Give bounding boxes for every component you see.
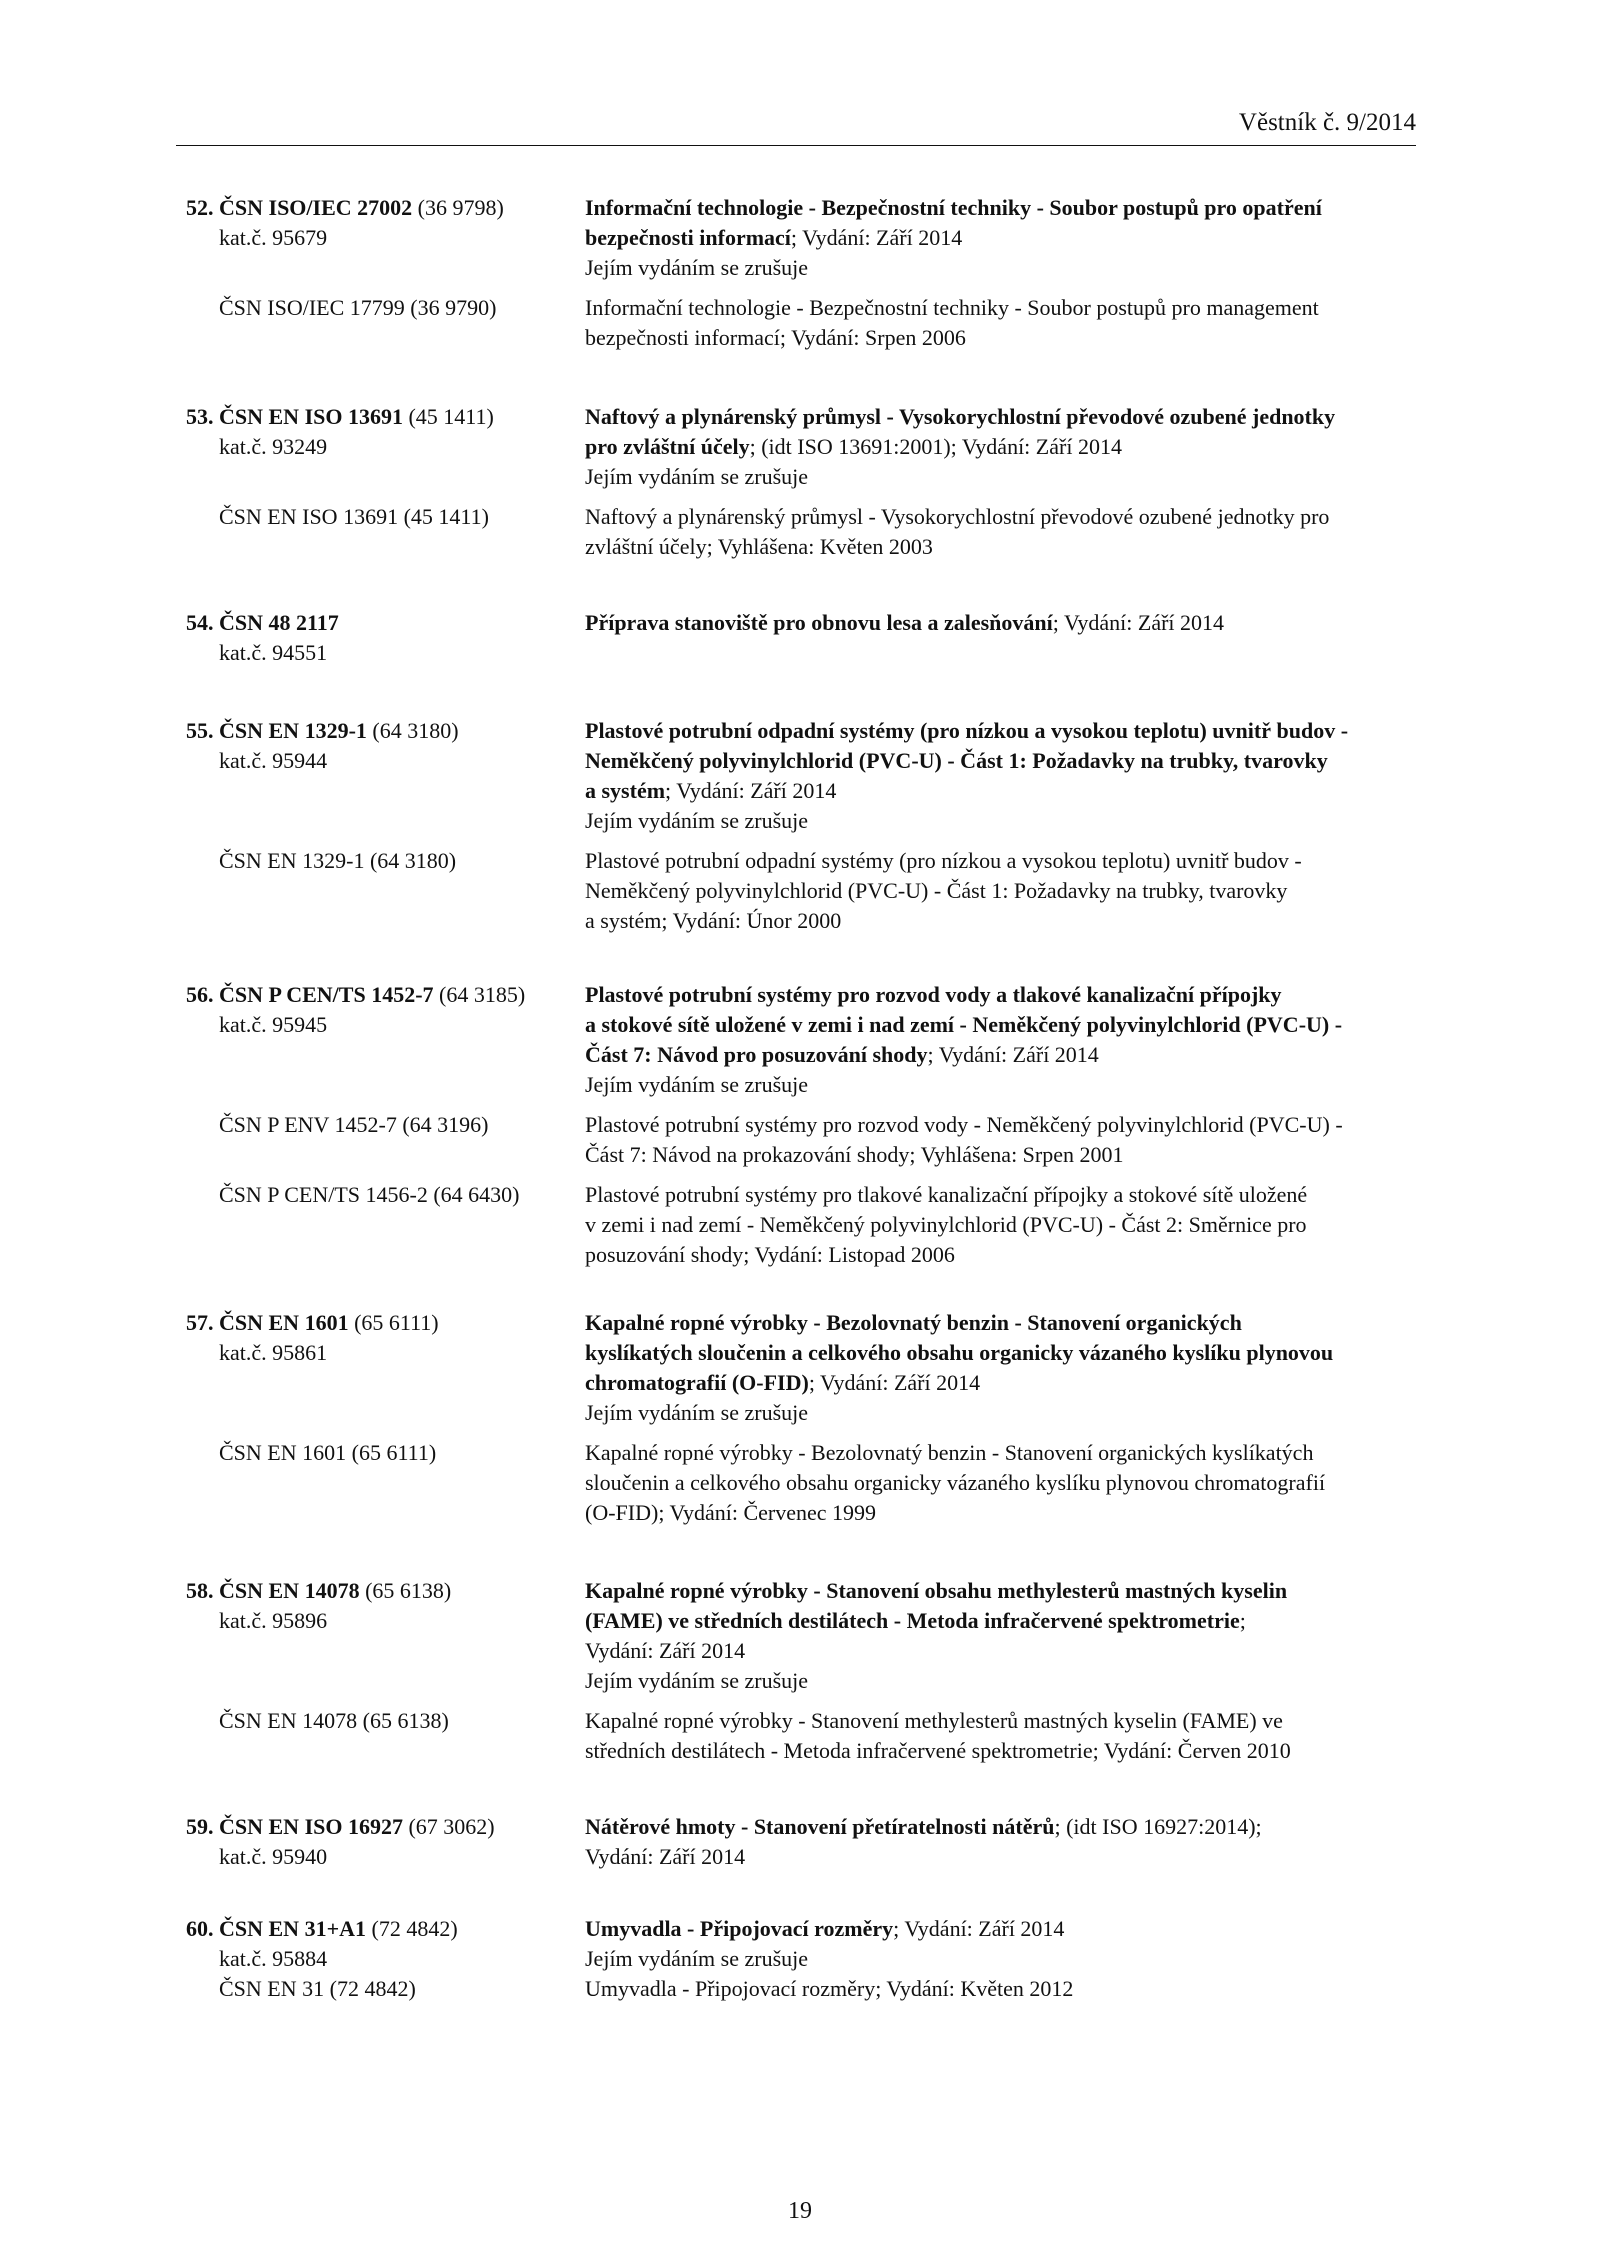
cancelled-standard-code: ČSN EN 1329-1 (64 3180): [219, 848, 457, 873]
cancelled-standard-line: Naftový a plynárenský průmysl - Vysokorychlostní převodové ozubené jednotky pro: [585, 504, 1330, 529]
entry-catalog-number: kat.č. 95940: [219, 1844, 328, 1869]
entry-code: ČSN 48 2117: [219, 610, 339, 635]
standard-entry: [0, 1812, 1600, 1872]
entry-issue-info: ; Vydání: Září 2014: [893, 1916, 1065, 1941]
entry-issue-info: ; Vydání: Září 2014: [790, 225, 963, 250]
cancelled-standard-row: [0, 1974, 1600, 2004]
entry-code: ČSN EN 1329-1: [219, 718, 367, 743]
entry-code: ČSN P CEN/TS 1452-7: [219, 982, 434, 1007]
entry-title-line: [585, 776, 1425, 806]
entry-title-text: Plastové potrubní systémy pro rozvod vody a tlakové kanalizační přípojky: [585, 982, 1282, 1007]
cancelled-standard-line: Kapalné ropné výrobky - Stanovení methylesterů mastných kyselin (FAME) ve: [585, 1708, 1283, 1733]
cancelled-standard-line: v zemi i nad zemí - Neměkčený polyvinylchlorid (PVC-U) - Část 2: Směrnice pro: [585, 1212, 1307, 1237]
cancelled-standard-description: [585, 293, 1425, 353]
entry-title-line: [585, 1338, 1425, 1368]
entry-catalog-number: kat.č. 93249: [219, 434, 328, 459]
cancelled-standard-row: [0, 1180, 1600, 1270]
entry-title-text: Příprava stanoviště pro obnovu lesa a zalesňování: [585, 610, 1053, 635]
entry-code-classification: (45 1411): [402, 404, 494, 429]
cancelled-standard-code: ČSN P ENV 1452-7 (64 3196): [219, 1112, 489, 1137]
entry-title-line: [585, 432, 1425, 462]
entry-code-classification: (65 6111): [348, 1310, 439, 1335]
entry-main-row: [0, 608, 1600, 665]
cancelled-standard-code: ČSN ISO/IEC 17799 (36 9790): [219, 295, 497, 320]
cancelled-standard-line: a systém; Vydání: Únor 2000: [585, 908, 842, 933]
entry-title-text: a stokové sítě uložené v zemi i nad zemí - Neměkčený polyvinylchlorid (PVC-U) -: [585, 1012, 1343, 1037]
entry-catalog-number: kat.č. 94551: [219, 640, 328, 665]
cancelled-standard-line: (O-FID); Vydání: Červenec 1999: [585, 1500, 877, 1525]
cancelled-standard-code: ČSN EN 1601 (65 6111): [219, 1440, 437, 1465]
entry-catalog-number: kat.č. 95944: [219, 748, 328, 773]
entry-title-line: [585, 746, 1425, 776]
entry-number: 57.: [186, 1310, 214, 1335]
entry-number: 54.: [186, 610, 214, 635]
cancelled-standard-line: středních destilátech - Metoda infračervené spektrometrie; Vydání: Červen 2010: [585, 1738, 1291, 1763]
entry-title-line: [585, 1308, 1425, 1338]
entry-description: [585, 402, 1425, 492]
entry-description: [585, 1576, 1425, 1696]
entry-title-text: kyslíkatých sloučenin a celkového obsahu organicky vázaného kyslíku plynovou: [585, 1340, 1334, 1365]
cancelled-standard-row: [0, 1438, 1600, 1528]
entry-title-line: [585, 223, 1425, 253]
entry-code: ČSN ISO/IEC 27002: [219, 195, 413, 220]
standard-entry: [0, 716, 1600, 936]
cancelled-standard-line: zvláštní účely; Vyhlášena: Květen 2003: [585, 534, 933, 559]
entry-description: [585, 1308, 1425, 1428]
standard-entry: [0, 193, 1600, 353]
entry-code-classification: (36 9798): [412, 195, 504, 220]
entry-designation: [186, 1576, 566, 1636]
entry-code: ČSN EN 14078: [219, 1578, 360, 1603]
cancelled-standard-row: [0, 846, 1600, 936]
cancelled-standard-description: [585, 846, 1425, 936]
entry-code-classification: (65 6138): [359, 1578, 452, 1603]
entry-code-line: [186, 1812, 566, 1842]
entry-title-line: [585, 1010, 1425, 1040]
entry-number: 60.: [186, 1916, 214, 1941]
entry-issue-info: ; Vydání: Září 2014: [808, 1370, 981, 1395]
cancelled-standard-line: bezpečnosti informací; Vydání: Srpen 2006: [585, 325, 966, 350]
entry-cancellation-note: Jejím vydáním se zrušuje: [585, 1668, 809, 1693]
entry-cancellation-note: Jejím vydáním se zrušuje: [585, 808, 809, 833]
page-header-title: Věstník č. 9/2014: [1238, 109, 1416, 136]
entry-issue-info: ; (idt ISO 16927:2014);: [1054, 1814, 1262, 1839]
entry-title-text: chromatografií (O-FID): [585, 1370, 809, 1395]
entry-catalog-number: kat.č. 95884: [219, 1946, 328, 1971]
standard-entry: [0, 980, 1600, 1270]
entry-title-line: [585, 716, 1425, 746]
entry-issue-info: ; Vydání: Září 2014: [927, 1042, 1099, 1067]
entry-cancellation-note: Jejím vydáním se zrušuje: [585, 1072, 809, 1097]
entry-code-line: [186, 608, 566, 638]
entry-code-line: [186, 1308, 566, 1338]
entry-cancellation-note: Jejím vydáním se zrušuje: [585, 464, 809, 489]
entry-title-line: [585, 402, 1425, 432]
entry-main-row: [0, 402, 1600, 492]
entry-title-text: Nátěrové hmoty - Stanovení přetíratelnosti nátěrů: [585, 1814, 1055, 1839]
entry-cancellation-note: Jejím vydáním se zrušuje: [585, 1400, 809, 1425]
standard-entry: [0, 1308, 1600, 1528]
entry-designation: [186, 402, 566, 462]
entry-catalog-number: kat.č. 95896: [219, 1608, 328, 1633]
entry-title-line: [585, 1812, 1425, 1842]
entry-designation: [186, 1308, 566, 1368]
entry-issue-info: ; (idt ISO 13691:2001); Vydání: Září 2014: [749, 434, 1122, 459]
cancelled-standard-line: Neměkčený polyvinylchlorid (PVC-U) - Část 1: Požadavky na trubky, tvarovky: [585, 878, 1288, 903]
cancelled-standard-line: Plastové potrubní systémy pro rozvod vody - Neměkčený polyvinylchlorid (PVC-U) -: [585, 1112, 1343, 1137]
entry-main-row: [0, 1308, 1600, 1428]
entry-designation: [186, 716, 566, 776]
entry-code: ČSN EN 31+A1: [219, 1916, 366, 1941]
entry-issue-info: ;: [1239, 1608, 1246, 1633]
cancelled-standard-code: ČSN EN ISO 13691 (45 1411): [219, 504, 489, 529]
cancelled-standard-code: ČSN P CEN/TS 1456-2 (64 6430): [219, 1182, 520, 1207]
entry-title-line: [585, 1368, 1425, 1398]
entry-code-classification: (64 3180): [366, 718, 459, 743]
entry-title-text: Část 7: Návod pro posuzování shody: [585, 1042, 928, 1067]
entry-title-text: Kapalné ropné výrobky - Stanovení obsahu methylesterů mastných kyselin: [585, 1578, 1288, 1603]
entry-code-classification: (72 4842): [366, 1916, 458, 1941]
entry-title-text: a systém: [585, 778, 666, 803]
entry-title-line: [585, 193, 1425, 223]
entry-code-line: [186, 402, 566, 432]
entry-code-classification: (67 3062): [402, 1814, 495, 1839]
entry-title-text: Informační technologie - Bezpečnostní techniky - Soubor postupů pro opatření: [585, 195, 1322, 220]
entry-number: 52.: [186, 195, 214, 220]
entry-main-row: [0, 716, 1600, 836]
entry-number: 55.: [186, 718, 214, 743]
entry-code-classification: (64 3185): [433, 982, 526, 1007]
entry-cancellation-note: Jejím vydáním se zrušuje: [585, 255, 809, 280]
entry-title-line: [585, 1606, 1425, 1636]
entry-designation: [186, 980, 566, 1040]
cancelled-standard-line: posuzování shody; Vydání: Listopad 2006: [585, 1242, 955, 1267]
entry-title-text: (FAME) ve středních destilátech - Metoda infračervené spektrometrie: [585, 1608, 1240, 1633]
entry-description: [585, 1812, 1425, 1872]
entry-issue-info: ; Vydání: Září 2014: [665, 778, 837, 803]
entry-title-text: pro zvláštní účely: [585, 434, 750, 459]
entry-description: [585, 193, 1425, 283]
entry-issue-date: Vydání: Září 2014: [585, 1638, 746, 1663]
entry-number: 58.: [186, 1578, 214, 1603]
entry-title-text: Umyvadla - Připojovací rozměry: [585, 1916, 894, 1941]
cancelled-standard-description: [585, 1706, 1425, 1766]
cancelled-standard-description: [585, 1974, 1425, 2004]
entry-title-text: Naftový a plynárenský průmysl - Vysokorychlostní převodové ozubené jednotky: [585, 404, 1336, 429]
entry-code-line: [186, 1576, 566, 1606]
entry-main-row: [0, 1914, 1600, 1974]
entry-number: 53.: [186, 404, 214, 429]
entry-code-line: [186, 193, 566, 223]
entry-number: 59.: [186, 1814, 214, 1839]
cancelled-standard-row: [0, 293, 1600, 353]
entry-designation: [186, 193, 566, 253]
entry-code-line: [186, 980, 566, 1010]
cancelled-standard-line: Umyvadla - Připojovací rozměry; Vydání: Květen 2012: [585, 1976, 1074, 2001]
entry-title-text: Neměkčený polyvinylchlorid (PVC-U) - Část 1: Požadavky na trubky, tvarovky: [585, 748, 1328, 773]
entry-title-text: Plastové potrubní odpadní systémy (pro nízkou a vysokou teplotu) uvnitř budov -: [585, 718, 1349, 743]
entry-issue-info: ; Vydání: Září 2014: [1052, 610, 1225, 635]
entry-main-row: [0, 1576, 1600, 1696]
entry-cancellation-note: Jejím vydáním se zrušuje: [585, 1946, 809, 1971]
entry-code: ČSN EN ISO 13691: [219, 404, 403, 429]
standard-entry: [0, 1914, 1600, 2004]
entry-code: ČSN EN ISO 16927: [219, 1814, 403, 1839]
cancelled-standard-description: [585, 502, 1425, 562]
cancelled-standard-row: [0, 1110, 1600, 1170]
entry-description: [585, 608, 1425, 638]
cancelled-standard-description: [585, 1438, 1425, 1528]
page-number: 19: [788, 2198, 812, 2224]
entry-designation: [186, 608, 566, 668]
entry-description: [585, 1914, 1425, 1974]
entry-description: [585, 716, 1425, 836]
cancelled-standard-description: [585, 1180, 1425, 1270]
cancelled-standard-line: sloučenin a celkového obsahu organicky vázaného kyslíku plynovou chromatografií: [585, 1470, 1326, 1495]
cancelled-standard-line: Část 7: Návod na prokazování shody; Vyhlášena: Srpen 2001: [585, 1142, 1124, 1167]
entry-title-line: [585, 1576, 1425, 1606]
entry-code-line: [186, 1914, 566, 1944]
entry-designation: [186, 1812, 566, 1872]
entry-title-text: Kapalné ropné výrobky - Bezolovnatý benzin - Stanovení organických: [585, 1310, 1242, 1335]
cancelled-standard-line: Plastové potrubní systémy pro tlakové kanalizační přípojky a stokové sítě uložené: [585, 1182, 1308, 1207]
entry-title-line: [585, 1040, 1425, 1070]
entry-catalog-number: kat.č. 95679: [219, 225, 328, 250]
entry-main-row: [0, 980, 1600, 1100]
cancelled-standard-line: Kapalné ropné výrobky - Bezolovnatý benzin - Stanovení organických kyslíkatých: [585, 1440, 1314, 1465]
entry-main-row: [0, 193, 1600, 283]
cancelled-standard-line: Plastové potrubní odpadní systémy (pro nízkou a vysokou teplotu) uvnitř budov -: [585, 848, 1302, 873]
entry-designation: [186, 1914, 566, 1974]
cancelled-standard-code: ČSN EN 31 (72 4842): [219, 1976, 416, 2001]
entry-title-line: [585, 1914, 1425, 1944]
entry-catalog-number: kat.č. 95861: [219, 1340, 328, 1365]
entry-title-text: bezpečnosti informací: [585, 225, 791, 250]
entry-main-row: [0, 1812, 1600, 1872]
header-divider: [176, 145, 1416, 146]
cancelled-standard-line: Informační technologie - Bezpečnostní techniky - Soubor postupů pro management: [585, 295, 1319, 320]
entry-code-line: [186, 716, 566, 746]
entry-number: 56.: [186, 982, 214, 1007]
entry-code: ČSN EN 1601: [219, 1310, 349, 1335]
entry-title-line: [585, 608, 1425, 638]
cancelled-standard-code: ČSN EN 14078 (65 6138): [219, 1708, 449, 1733]
cancelled-standard-row: [0, 1706, 1600, 1766]
cancelled-standard-description: [585, 1110, 1425, 1170]
entry-issue-date: Vydání: Září 2014: [585, 1844, 746, 1869]
entry-description: [585, 980, 1425, 1100]
standard-entry: [0, 608, 1600, 665]
entry-catalog-number: kat.č. 95945: [219, 1012, 328, 1037]
standard-entry: [0, 1576, 1600, 1766]
standard-entry: [0, 402, 1600, 562]
cancelled-standard-row: [0, 502, 1600, 562]
entry-title-line: [585, 980, 1425, 1010]
